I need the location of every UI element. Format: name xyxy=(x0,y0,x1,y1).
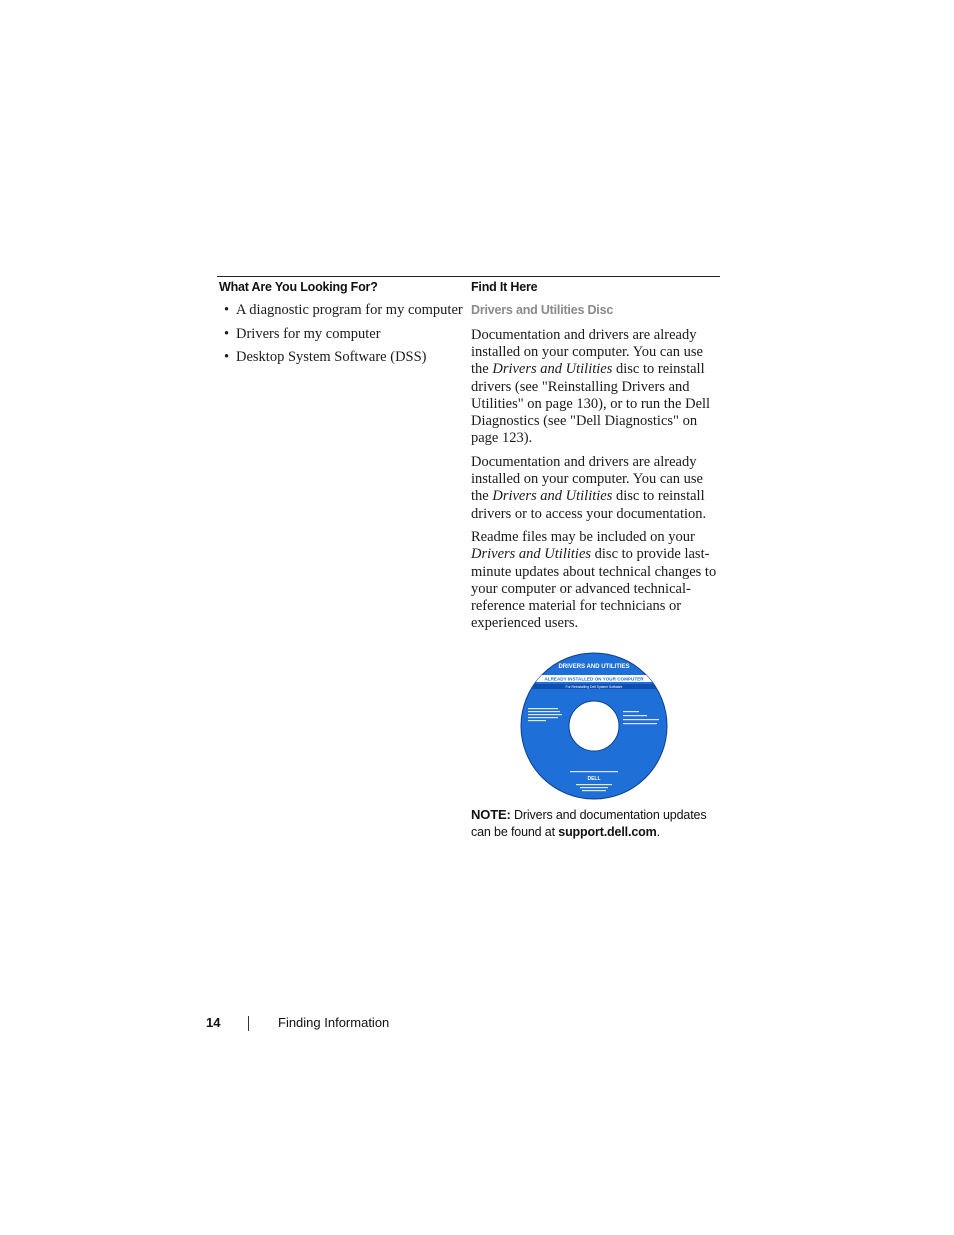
drivers-utilities-disc-image xyxy=(520,651,668,801)
svg-text:DELL: DELL xyxy=(587,776,601,782)
info-table xyxy=(217,276,720,294)
note-label: NOTE: xyxy=(471,807,511,822)
column-header-looking-for: What Are You Looking For? xyxy=(219,280,378,294)
list-item: • Drivers for my computer xyxy=(224,325,381,342)
note-box: NOTE: Drivers and documentation updates can be found at support.dell.com. xyxy=(471,807,707,839)
paragraph-2: Documentation and drivers are already installed on your computer. You can use the Drivers and Utilities disc to reinstall drivers or to access your documentation. xyxy=(471,453,707,522)
svg-text:For Reinstalling Dell System S: For Reinstalling Dell System Software xyxy=(565,685,623,689)
column-header-find-it-here: Find It Here xyxy=(471,280,538,294)
bullet-list xyxy=(218,302,463,366)
footer-divider xyxy=(248,1016,249,1031)
section-title: Drivers and Utilities Disc xyxy=(471,303,614,317)
page-number: 14 xyxy=(206,1015,221,1030)
find-it-here-column xyxy=(471,302,719,639)
svg-text:DRIVERS AND UTILITIES: DRIVERS AND UTILITIES xyxy=(558,664,630,670)
list-item: • Desktop System Software (DSS) xyxy=(224,349,427,365)
paragraph-1: Documentation and drivers are already installed on your computer. You can use the Drivers and Utilities disc to reinstall drivers (see "Reinstalling Drivers and Utilities" on page 130), or to run the Dell Diagnostics (see "Dell Diagnostics" on page 123). xyxy=(471,327,711,447)
paragraph-3: Readme files may be included on your Drivers and Utilities disc to provide last-minute updates about technical changes to your computer or advanced technical-reference material for technicians or experienced users. xyxy=(471,529,717,632)
looking-for-column xyxy=(218,302,463,373)
footer-section-title: Finding Information xyxy=(278,1015,390,1030)
bullet-icon: • xyxy=(224,349,230,365)
support-link[interactable]: support.dell.com xyxy=(558,825,657,839)
cd-icon xyxy=(520,651,668,801)
bullet-icon: • xyxy=(224,302,230,318)
bullet-icon: • xyxy=(224,325,230,342)
page-footer xyxy=(0,1015,954,1035)
note-text: Drivers and documentation updates can be found at xyxy=(471,808,707,839)
svg-text:ALREADY INSTALLED ON YOUR COMP: ALREADY INSTALLED ON YOUR COMPUTER xyxy=(544,676,644,682)
list-item: • A diagnostic program for my computer xyxy=(224,302,463,318)
